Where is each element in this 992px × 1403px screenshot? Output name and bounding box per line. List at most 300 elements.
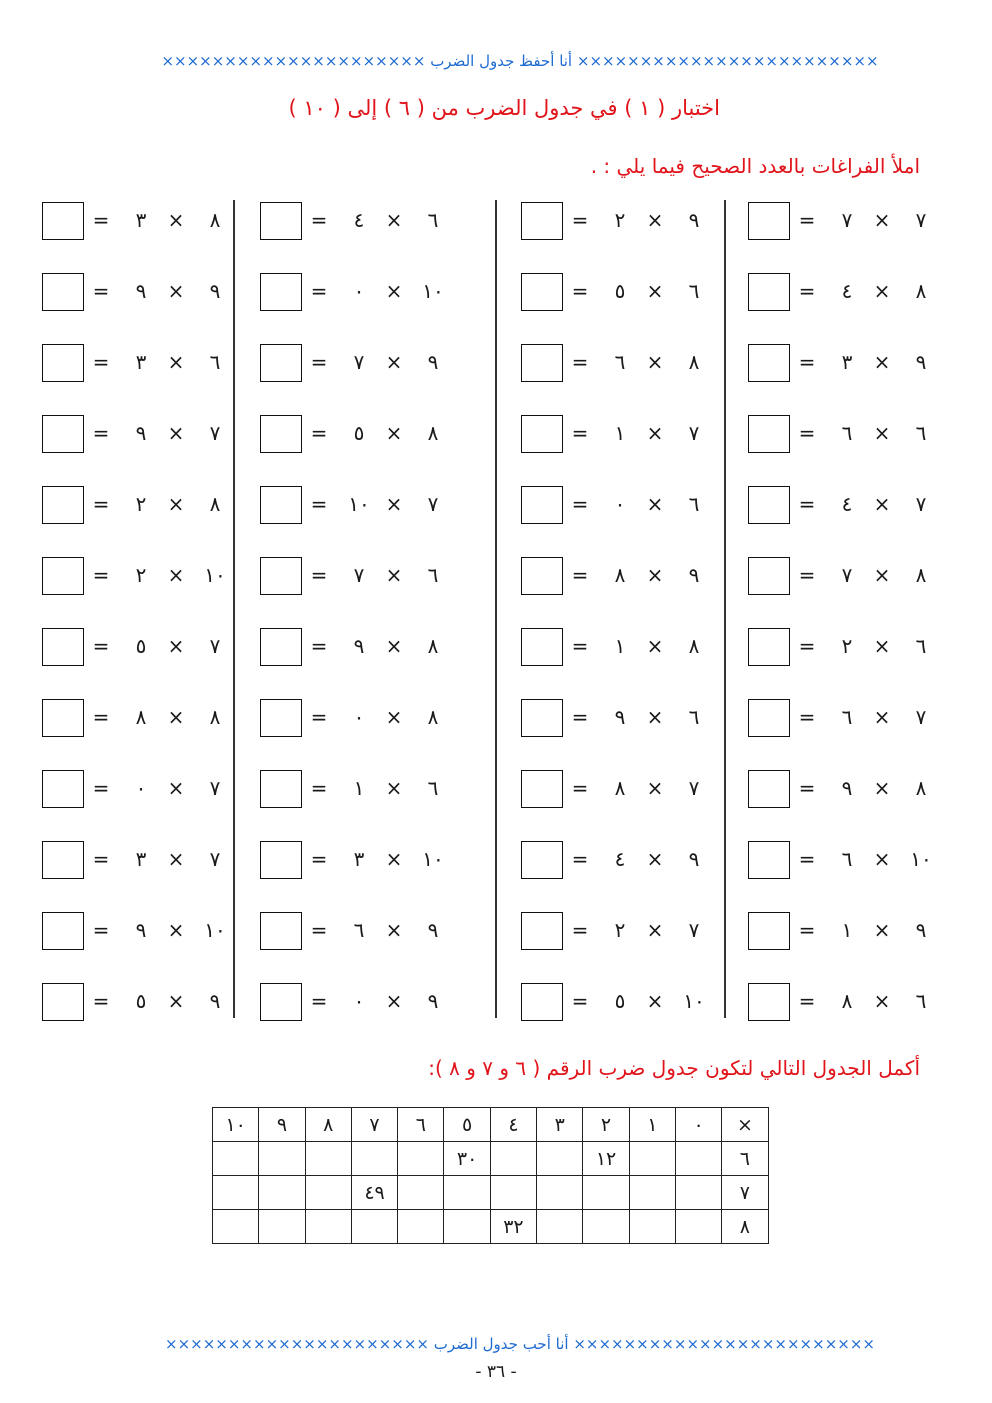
exercise-column [521, 186, 721, 1026]
multiplier: ٠ [135, 776, 147, 800]
answer-cell[interactable] [398, 1176, 444, 1210]
multiplier: ٢ [614, 208, 626, 232]
table-cell: ٧ [351, 1108, 397, 1142]
answer-cell[interactable] [629, 1210, 675, 1244]
answer-box[interactable] [748, 273, 790, 311]
times-sign: × [646, 421, 664, 445]
exercise-row [260, 699, 460, 759]
multiplicand: ١٠ [422, 847, 444, 871]
multiplier: ٦ [841, 705, 853, 729]
multiplier: ٩ [135, 279, 147, 303]
answer-box[interactable] [748, 628, 790, 666]
multiplicand: ٧ [688, 421, 700, 445]
equals-sign: = [310, 847, 328, 871]
page-footer: ××××××××××××××××××××× أنا أحب جدول الضرب ×××××××××××××××××××××××× [165, 1335, 875, 1353]
multiplier: ٦ [841, 421, 853, 445]
exercise-row [260, 202, 460, 262]
equals-sign: = [92, 350, 110, 374]
table-cell: ٣٠ [444, 1142, 490, 1176]
exercise-row [42, 699, 242, 759]
equals-sign: = [92, 634, 110, 658]
equals-sign: = [798, 279, 816, 303]
exercise-row [748, 983, 948, 1043]
multiplicand: ١٠ [422, 279, 444, 303]
multiplier: ٧ [841, 563, 853, 587]
multiplier: ٣ [135, 208, 147, 232]
multiplicand: ٨ [915, 279, 927, 303]
multiplier: ١ [841, 918, 853, 942]
table-cell: ٩ [259, 1108, 305, 1142]
equals-sign: = [92, 421, 110, 445]
equals-sign: = [92, 989, 110, 1013]
answer-cell[interactable] [213, 1176, 259, 1210]
answer-box[interactable] [748, 770, 790, 808]
multiplicand: ٦ [915, 989, 927, 1013]
answer-cell[interactable] [629, 1176, 675, 1210]
times-sign: × [167, 705, 185, 729]
answer-cell[interactable] [537, 1176, 583, 1210]
answer-cell[interactable] [583, 1210, 629, 1244]
multiplication-table [212, 1107, 769, 1244]
answer-box[interactable] [260, 912, 302, 950]
equals-sign: = [92, 918, 110, 942]
equals-sign: = [310, 776, 328, 800]
exercise-row [748, 770, 948, 830]
multiplicand: ٨ [688, 634, 700, 658]
answer-box[interactable] [521, 983, 563, 1021]
answer-box[interactable] [260, 557, 302, 595]
multiplier: ٧ [353, 563, 365, 587]
multiplicand: ٧ [688, 776, 700, 800]
times-sign: × [167, 776, 185, 800]
answer-box[interactable] [42, 202, 84, 240]
answer-cell[interactable] [675, 1210, 721, 1244]
equals-sign: = [92, 492, 110, 516]
times-sign: × [167, 918, 185, 942]
exercise-row [42, 415, 242, 475]
answer-box[interactable] [260, 415, 302, 453]
multiplier: ٤ [614, 847, 626, 871]
multiplier: ٠ [353, 279, 365, 303]
equals-sign: = [310, 989, 328, 1013]
multiplier: ٠ [614, 492, 626, 516]
answer-box[interactable] [521, 486, 563, 524]
answer-cell[interactable] [675, 1142, 721, 1176]
answer-cell[interactable] [259, 1176, 305, 1210]
times-sign: × [385, 918, 403, 942]
exercise-row [260, 557, 460, 617]
times-sign: × [385, 350, 403, 374]
times-sign: × [385, 208, 403, 232]
equals-sign: = [310, 421, 328, 445]
answer-box[interactable] [42, 415, 84, 453]
times-sign: × [167, 847, 185, 871]
exercise-row [42, 912, 242, 972]
equals-sign: = [310, 918, 328, 942]
times-sign: × [385, 421, 403, 445]
multiplicand: ٩ [427, 918, 439, 942]
answer-box[interactable] [748, 699, 790, 737]
answer-cell[interactable] [398, 1210, 444, 1244]
exercise-row [260, 912, 460, 972]
exercise-row [42, 202, 242, 262]
times-sign: × [385, 705, 403, 729]
table-cell: ٦ [722, 1142, 768, 1176]
answer-box[interactable] [748, 202, 790, 240]
exercise-column [42, 186, 242, 1026]
multiplicand: ٩ [915, 350, 927, 374]
answer-cell[interactable] [537, 1142, 583, 1176]
equals-sign: = [798, 208, 816, 232]
multiplicand: ٦ [915, 421, 927, 445]
equals-sign: = [571, 918, 589, 942]
times-sign: × [167, 989, 185, 1013]
equals-sign: = [571, 776, 589, 800]
answer-cell[interactable] [444, 1176, 490, 1210]
exercise-row [260, 628, 460, 688]
exercise-row [748, 273, 948, 333]
multiplier: ١ [353, 776, 365, 800]
answer-cell[interactable] [398, 1142, 444, 1176]
answer-cell[interactable] [537, 1210, 583, 1244]
equals-sign: = [310, 563, 328, 587]
answer-cell[interactable] [444, 1210, 490, 1244]
answer-box[interactable] [748, 557, 790, 595]
multiplicand: ٩ [209, 279, 221, 303]
answer-box[interactable] [260, 202, 302, 240]
table-cell: ٠ [675, 1108, 721, 1142]
answer-box[interactable] [260, 983, 302, 1021]
multiplier: ٦ [614, 350, 626, 374]
times-sign: × [167, 421, 185, 445]
equals-sign: = [310, 279, 328, 303]
answer-box[interactable] [42, 273, 84, 311]
multiplier: ١ [614, 634, 626, 658]
multiplier: ١٠ [348, 492, 370, 516]
column-divider [495, 200, 497, 1018]
answer-box[interactable] [42, 628, 84, 666]
exercise-row [521, 770, 721, 830]
equals-sign: = [798, 350, 816, 374]
times-sign: × [646, 705, 664, 729]
answer-box[interactable] [260, 486, 302, 524]
answer-box[interactable] [748, 912, 790, 950]
multiplicand: ٧ [688, 918, 700, 942]
multiplicand: ٨ [427, 421, 439, 445]
multiplier: ٦ [353, 918, 365, 942]
exercise-row [748, 912, 948, 972]
multiplicand: ٨ [209, 492, 221, 516]
multiplier: ٥ [614, 989, 626, 1013]
times-sign: × [873, 350, 891, 374]
times-sign: × [646, 989, 664, 1013]
equals-sign: = [310, 634, 328, 658]
exercise-row [42, 983, 242, 1043]
answer-box[interactable] [260, 344, 302, 382]
table-cell: ٦ [398, 1108, 444, 1142]
equals-sign: = [310, 705, 328, 729]
times-sign: × [873, 279, 891, 303]
table-row [213, 1210, 769, 1244]
exercise-row [521, 699, 721, 759]
multiplicand: ٩ [427, 989, 439, 1013]
answer-box[interactable] [260, 628, 302, 666]
exercise-row [521, 628, 721, 688]
multiplicand: ٧ [915, 492, 927, 516]
times-sign: × [385, 989, 403, 1013]
answer-box[interactable] [521, 273, 563, 311]
table-cell: ٣٢ [490, 1210, 536, 1244]
equals-sign: = [798, 634, 816, 658]
equals-sign: = [798, 776, 816, 800]
table-cell: × [722, 1108, 768, 1142]
answer-cell[interactable] [490, 1142, 536, 1176]
exercise-row [521, 202, 721, 262]
multiplicand: ٨ [915, 563, 927, 587]
answer-cell[interactable] [305, 1142, 351, 1176]
table-cell: ١٠ [213, 1108, 259, 1142]
equals-sign: = [571, 208, 589, 232]
exercise-row [42, 486, 242, 546]
multiplicand: ٨ [209, 208, 221, 232]
multiplicand: ٨ [427, 705, 439, 729]
answer-box[interactable] [521, 770, 563, 808]
exercise-row [521, 557, 721, 617]
exercise-row [260, 273, 460, 333]
times-sign: × [385, 776, 403, 800]
times-sign: × [646, 776, 664, 800]
exercise-row [260, 344, 460, 404]
answer-box[interactable] [748, 486, 790, 524]
answer-box[interactable] [748, 983, 790, 1021]
answer-box[interactable] [260, 273, 302, 311]
answer-box[interactable] [260, 770, 302, 808]
multiplier: ٨ [841, 989, 853, 1013]
test-title: اختبار ( ١ ) في جدول الضرب من ( ٦ ) إلى ( ١٠ ) [288, 96, 720, 120]
answer-cell[interactable] [259, 1142, 305, 1176]
equals-sign: = [92, 563, 110, 587]
answer-box[interactable] [521, 628, 563, 666]
table-cell: ١ [629, 1108, 675, 1142]
multiplicand: ٩ [688, 208, 700, 232]
column-divider [724, 200, 726, 1018]
equals-sign: = [798, 492, 816, 516]
times-sign: × [646, 847, 664, 871]
multiplier: ٤ [841, 279, 853, 303]
times-sign: × [167, 208, 185, 232]
multiplier: ٢ [135, 492, 147, 516]
multiplier: ٥ [135, 989, 147, 1013]
multiplicand: ٩ [209, 989, 221, 1013]
table-cell: ١٢ [583, 1142, 629, 1176]
table-cell: ٣ [537, 1108, 583, 1142]
answer-box[interactable] [521, 557, 563, 595]
equals-sign: = [798, 705, 816, 729]
multiplier: ٩ [614, 705, 626, 729]
answer-cell[interactable] [351, 1142, 397, 1176]
answer-cell[interactable] [629, 1142, 675, 1176]
equals-sign: = [92, 208, 110, 232]
multiplier: ٢ [135, 563, 147, 587]
times-sign: × [385, 279, 403, 303]
exercise-row [521, 415, 721, 475]
multiplier: ٣ [841, 350, 853, 374]
answer-box[interactable] [748, 841, 790, 879]
answer-box[interactable] [42, 841, 84, 879]
equals-sign: = [571, 705, 589, 729]
equals-sign: = [92, 279, 110, 303]
times-sign: × [646, 918, 664, 942]
times-sign: × [385, 634, 403, 658]
exercise-column [260, 186, 460, 1026]
multiplier: ٨ [614, 563, 626, 587]
multiplier: ٠ [353, 989, 365, 1013]
answer-cell[interactable] [675, 1176, 721, 1210]
answer-box[interactable] [521, 841, 563, 879]
exercise-row [521, 486, 721, 546]
exercise-row [42, 628, 242, 688]
multiplicand: ٦ [427, 563, 439, 587]
times-sign: × [873, 918, 891, 942]
multiplier: ٩ [135, 918, 147, 942]
page-number: - ٣٦ - [475, 1362, 517, 1382]
answer-box[interactable] [42, 699, 84, 737]
table-cell: ٨ [305, 1108, 351, 1142]
answer-box[interactable] [521, 344, 563, 382]
table-row [213, 1176, 769, 1210]
answer-box[interactable] [42, 770, 84, 808]
multiplicand: ٩ [427, 350, 439, 374]
times-sign: × [646, 492, 664, 516]
answer-cell[interactable] [213, 1142, 259, 1176]
answer-cell[interactable] [259, 1210, 305, 1244]
exercise-row [748, 699, 948, 759]
times-sign: × [646, 563, 664, 587]
exercise-row [260, 486, 460, 546]
multiplicand: ٨ [209, 705, 221, 729]
multiplier: ٧ [841, 208, 853, 232]
answer-cell[interactable] [490, 1176, 536, 1210]
answer-box[interactable] [748, 344, 790, 382]
exercise-row [260, 841, 460, 901]
answer-box[interactable] [521, 202, 563, 240]
multiplier: ٣ [353, 847, 365, 871]
times-sign: × [167, 634, 185, 658]
exercise-row [748, 557, 948, 617]
exercise-row [42, 273, 242, 333]
times-sign: × [873, 563, 891, 587]
equals-sign: = [571, 350, 589, 374]
answer-box[interactable] [42, 344, 84, 382]
table-cell: ٨ [722, 1210, 768, 1244]
times-sign: × [385, 847, 403, 871]
multiplier: ٧ [353, 350, 365, 374]
times-sign: × [646, 208, 664, 232]
multiplier: ٣ [135, 350, 147, 374]
equals-sign: = [571, 847, 589, 871]
exercise-column [748, 186, 948, 1026]
answer-box[interactable] [260, 699, 302, 737]
times-sign: × [646, 350, 664, 374]
answer-box[interactable] [521, 415, 563, 453]
multiplicand: ٧ [209, 421, 221, 445]
times-sign: × [646, 634, 664, 658]
exercise-row [42, 344, 242, 404]
times-sign: × [873, 492, 891, 516]
table-cell: ٥ [444, 1108, 490, 1142]
exercise-row [748, 415, 948, 475]
answer-cell[interactable] [305, 1176, 351, 1210]
multiplier: ٥ [135, 634, 147, 658]
answer-box[interactable] [748, 415, 790, 453]
column-divider [233, 200, 235, 1018]
multiplicand: ٦ [915, 634, 927, 658]
exercise-row [521, 273, 721, 333]
multiplicand: ٩ [688, 847, 700, 871]
answer-cell[interactable] [351, 1210, 397, 1244]
multiplicand: ١٠ [683, 989, 705, 1013]
answer-cell[interactable] [583, 1176, 629, 1210]
multiplicand: ٦ [209, 350, 221, 374]
multiplicand: ٧ [209, 776, 221, 800]
multiplicand: ٧ [209, 847, 221, 871]
multiplicand: ٩ [688, 563, 700, 587]
equals-sign: = [310, 208, 328, 232]
multiplicand: ١٠ [204, 918, 226, 942]
multiplicand: ٦ [427, 776, 439, 800]
equals-sign: = [798, 563, 816, 587]
multiplier: ٨ [135, 705, 147, 729]
answer-box[interactable] [42, 486, 84, 524]
multiplier: ٩ [841, 776, 853, 800]
answer-cell[interactable] [305, 1210, 351, 1244]
answer-box[interactable] [260, 841, 302, 879]
equals-sign: = [571, 634, 589, 658]
exercise-row [260, 983, 460, 1043]
answer-box[interactable] [42, 912, 84, 950]
multiplier: ٢ [614, 918, 626, 942]
answer-box[interactable] [42, 983, 84, 1021]
equals-sign: = [310, 492, 328, 516]
times-sign: × [167, 350, 185, 374]
exercise-row [748, 344, 948, 404]
multiplicand: ٧ [427, 492, 439, 516]
multiplicand: ٦ [688, 705, 700, 729]
table-header-row [213, 1108, 769, 1142]
multiplicand: ٧ [915, 208, 927, 232]
exercise-row [748, 486, 948, 546]
equals-sign: = [798, 918, 816, 942]
times-sign: × [167, 492, 185, 516]
multiplicand: ٧ [915, 705, 927, 729]
multiplicand: ٨ [915, 776, 927, 800]
table-cell: ٤ [490, 1108, 536, 1142]
equals-sign: = [571, 492, 589, 516]
exercise-row [748, 628, 948, 688]
answer-box[interactable] [521, 699, 563, 737]
multiplier: ٥ [353, 421, 365, 445]
answer-box[interactable] [42, 557, 84, 595]
instruction: املأ الفراغات بالعدد الصحيح فيما يلي : . [590, 154, 920, 178]
multiplier: ٠ [353, 705, 365, 729]
exercise-row [42, 770, 242, 830]
exercise-row [521, 344, 721, 404]
equals-sign: = [310, 350, 328, 374]
answer-box[interactable] [521, 912, 563, 950]
answer-cell[interactable] [213, 1210, 259, 1244]
equals-sign: = [571, 563, 589, 587]
multiplicand: ٦ [688, 279, 700, 303]
